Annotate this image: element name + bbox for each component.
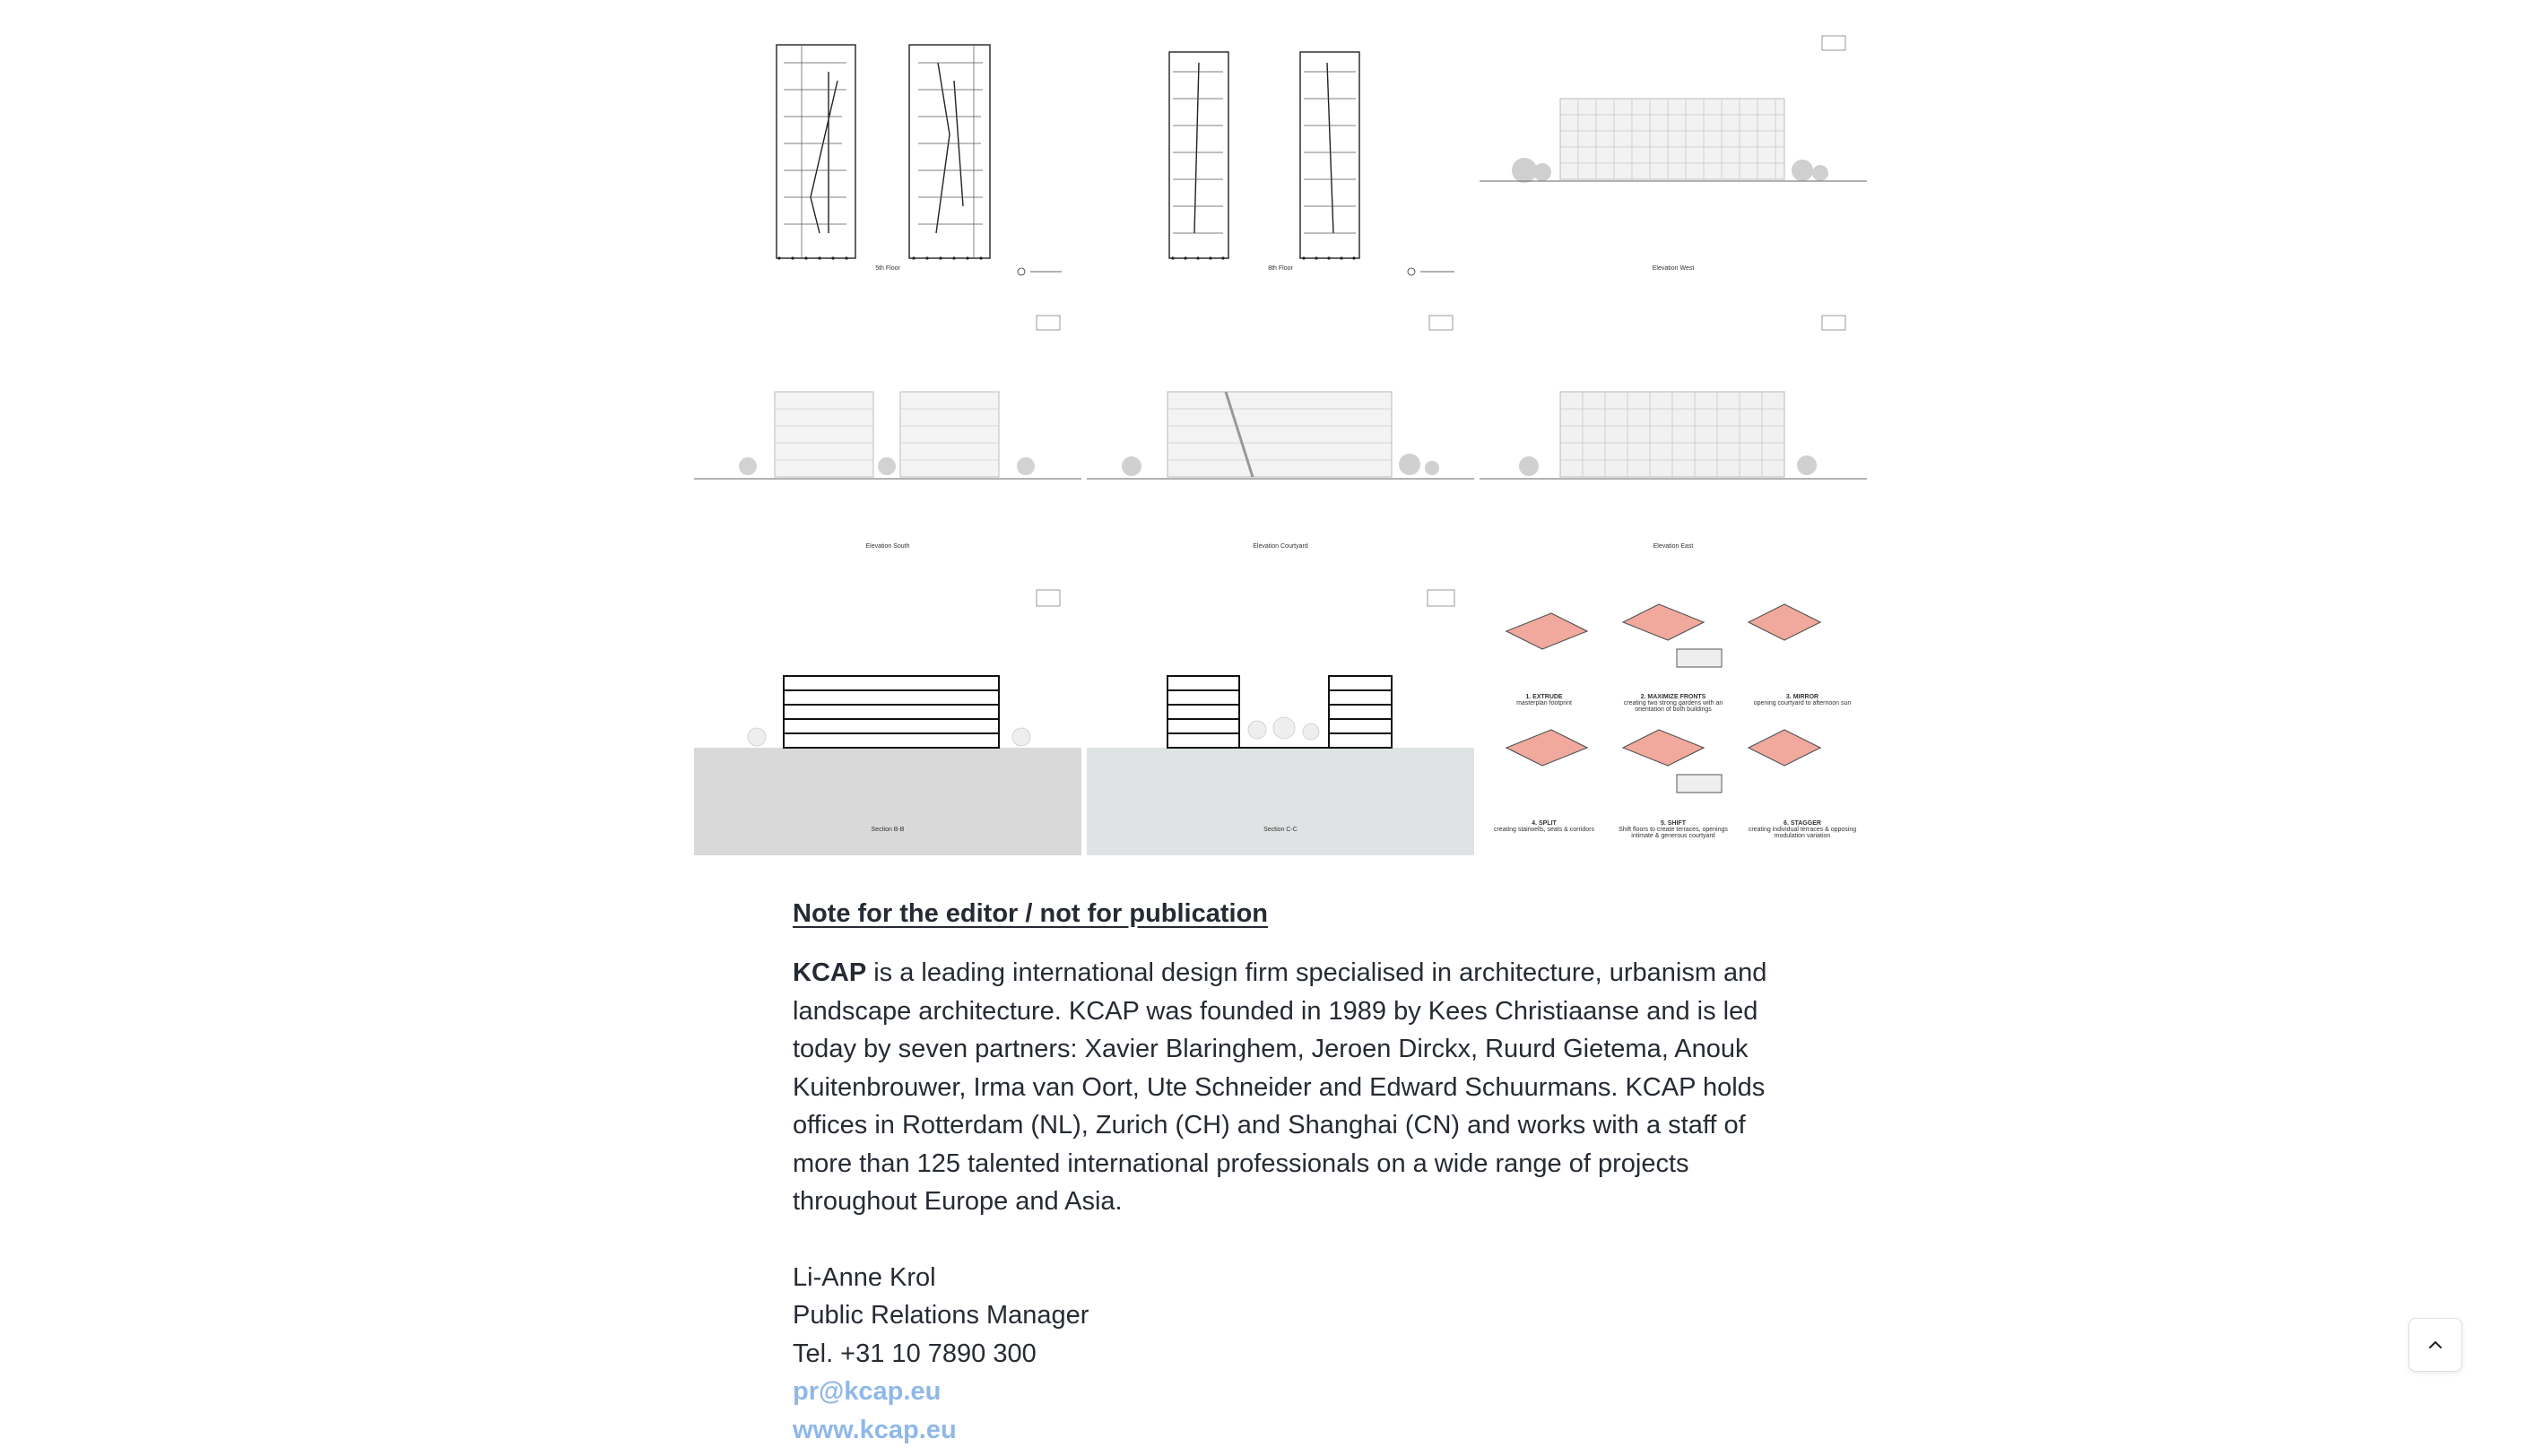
floorplan-drawing bbox=[1087, 27, 1474, 296]
section-drawing bbox=[694, 586, 1081, 855]
drawing-elevation-courtyard[interactable] bbox=[1087, 307, 1474, 576]
drawing-concept-diagram[interactable] bbox=[1480, 586, 1867, 855]
company-description-text: is a leading international design firm specialised in architecture, urbanism and landscape architecture. KCAP was founded in 1989 by Kees Christiaanse and is led today by seven partners: Xavier Blaringhem, Jeroen Dirckx, Ruurd Gietema, Anouk Kuitenbrouwer, Irma van Oort, Ute Schneider and Edward Schuurmans. KCAP holds offices in Rotterdam (NL), Zurich (CH) and Shanghai (CN) and works with a staff of more than 125 talented international professionals on a wide range of projects throughout Europe and Asia. bbox=[793, 958, 1767, 1216]
tile-caption: Section B-B bbox=[871, 827, 905, 833]
contact-name: Li-Anne Krol bbox=[793, 1262, 936, 1292]
diagram-step bbox=[1609, 820, 1738, 839]
company-name: KCAP bbox=[793, 958, 867, 987]
diagram-step-text: masterplan footprint bbox=[1516, 700, 1572, 706]
tile-caption: Elevation Courtyard bbox=[1253, 543, 1308, 550]
diagram-step-title: 6. STAGGER bbox=[1784, 820, 1821, 827]
tile-caption: Elevation South bbox=[865, 543, 910, 550]
tile-caption: Elevation East bbox=[1653, 543, 1694, 550]
chevron-up-icon bbox=[2426, 1335, 2445, 1355]
diagram-step bbox=[1480, 820, 1609, 839]
contact-email-link[interactable]: pr@kcap.eu bbox=[793, 1377, 942, 1406]
contact-phone: Tel. +31 10 7890 300 bbox=[793, 1339, 1037, 1368]
company-description bbox=[793, 954, 1788, 1221]
drawing-elevation-east[interactable] bbox=[1480, 307, 1867, 576]
diagram-steps bbox=[1480, 694, 1867, 839]
elevation-drawing bbox=[1480, 307, 1867, 576]
diagram-step-text: creating stairwells, seats & corridors bbox=[1493, 827, 1595, 833]
tile-caption: 5th Floor bbox=[875, 265, 900, 272]
diagram-step-text: creating two strong gardens with an orientation of both buildings bbox=[1623, 700, 1723, 713]
section-drawing bbox=[1087, 586, 1474, 855]
website-link[interactable]: www.kcap.eu bbox=[793, 1415, 957, 1444]
diagram-step bbox=[1738, 694, 1867, 713]
drawing-floorplan-8th[interactable] bbox=[1087, 27, 1474, 296]
editor-note bbox=[793, 899, 1788, 1449]
drawing-section-cc[interactable] bbox=[1087, 586, 1474, 855]
contact-role: Public Relations Manager bbox=[793, 1301, 1089, 1330]
diagram-step-text: opening courtyard to afternoon sun bbox=[1753, 700, 1852, 706]
diagram-step bbox=[1609, 694, 1738, 713]
elevation-drawing bbox=[1087, 307, 1474, 576]
note-heading: Note for the editor / not for publication bbox=[793, 899, 1269, 928]
contact-block bbox=[793, 1259, 1788, 1450]
diagram-step-title: 1. EXTRUDE bbox=[1525, 694, 1563, 700]
floorplan-drawing bbox=[694, 27, 1081, 296]
back-to-top-button[interactable] bbox=[2408, 1318, 2462, 1372]
diagram-step bbox=[1738, 820, 1867, 839]
tile-caption: Elevation West bbox=[1652, 265, 1695, 272]
diagram-step-title: 5. SHIFT bbox=[1660, 820, 1686, 827]
drawing-floorplan-5th[interactable] bbox=[694, 27, 1081, 296]
drawing-elevation-south[interactable] bbox=[694, 307, 1081, 576]
diagram-step-text: Shift floors to create terraces, openings intimate & generous courtyard bbox=[1619, 827, 1728, 839]
diagram-step-title: 3. MIRROR bbox=[1785, 694, 1819, 700]
diagram-step-text: creating individual terraces & opposing modulation variation bbox=[1748, 827, 1857, 839]
drawing-elevation-west[interactable] bbox=[1480, 27, 1867, 296]
diagram-step-title: 2. MAXIMIZE FRONTS bbox=[1640, 694, 1706, 700]
tile-caption: Section C-C bbox=[1263, 827, 1298, 833]
drawing-section-bb[interactable] bbox=[694, 586, 1081, 855]
elevation-drawing bbox=[1480, 27, 1867, 296]
diagram-step-title: 4. SPLIT bbox=[1532, 820, 1557, 827]
diagram-step bbox=[1480, 694, 1609, 713]
elevation-drawing bbox=[694, 307, 1081, 576]
tile-caption: 8th Floor bbox=[1268, 265, 1293, 272]
drawings-grid bbox=[694, 27, 1867, 855]
